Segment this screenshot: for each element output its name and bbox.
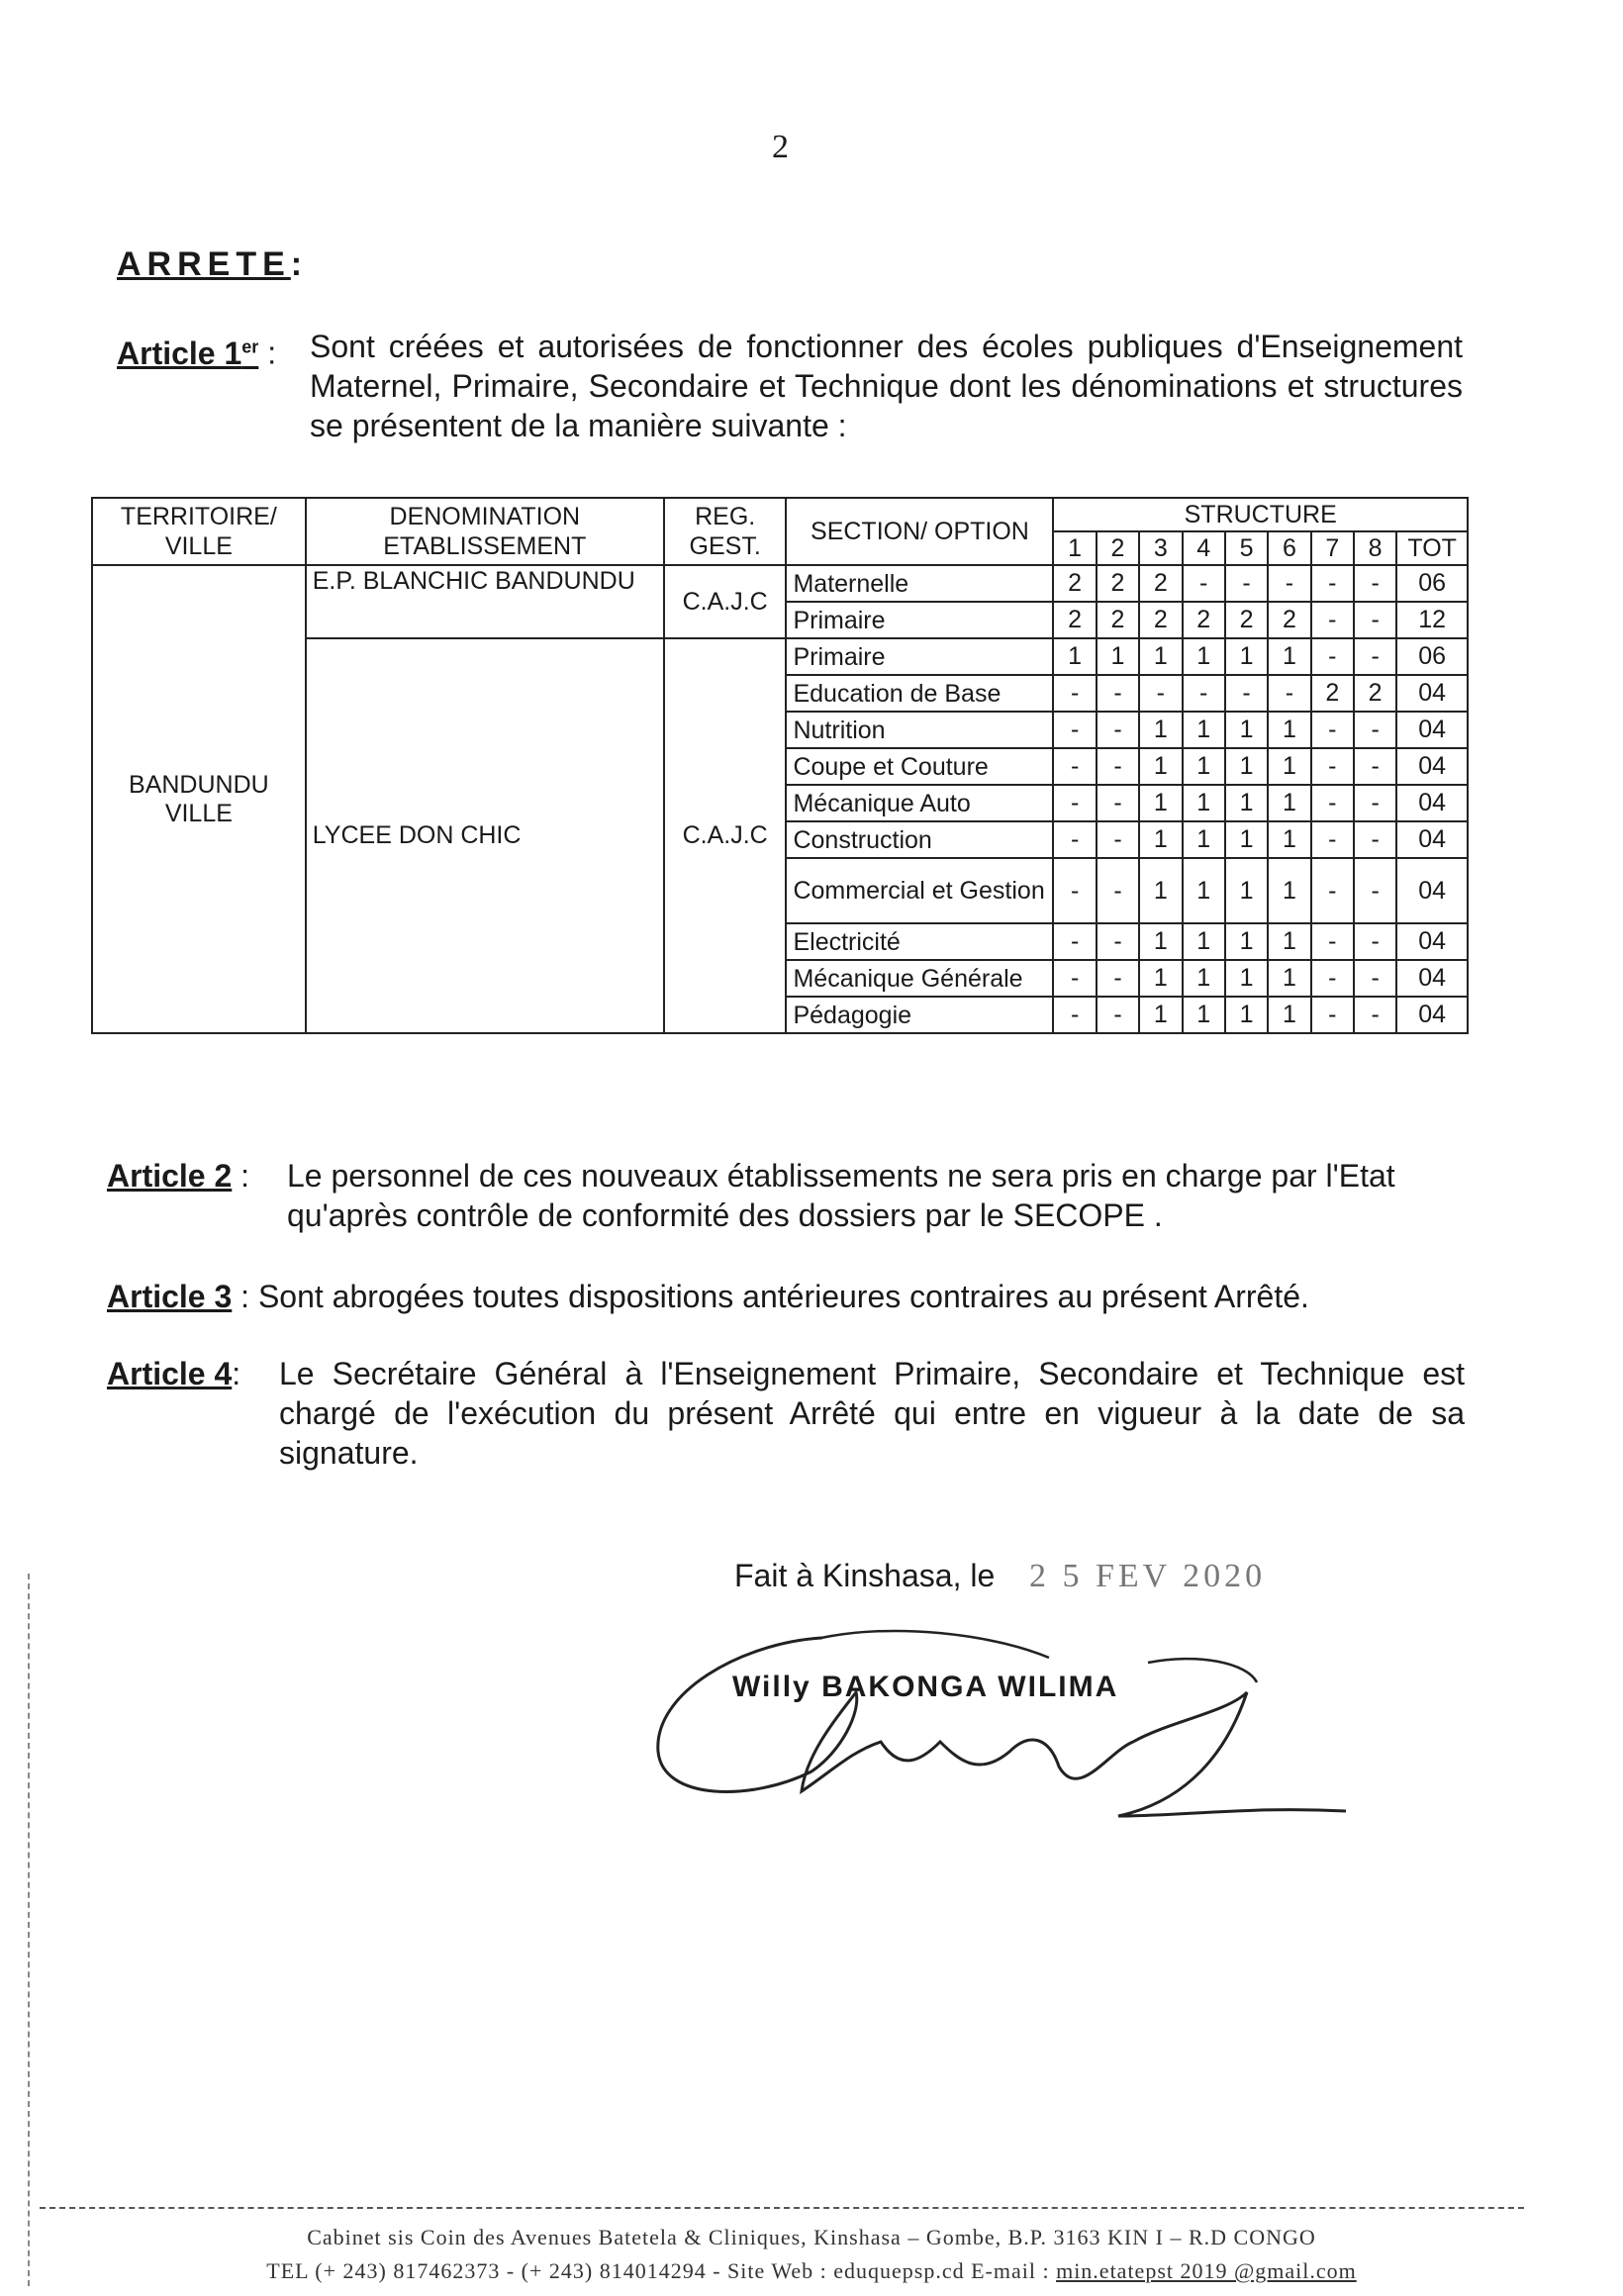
structure-value-cell: 1 [1268,821,1310,858]
total-cell: 04 [1396,712,1468,748]
article-2-sep: : [240,1158,250,1194]
section-cell: Pédagogie [786,997,1053,1033]
structure-value-cell: 1 [1183,923,1225,960]
structure-value-cell: - [1311,602,1354,638]
total-cell: 12 [1396,602,1468,638]
section-cell: Education de Base [786,675,1053,712]
structure-value-cell: - [1354,923,1396,960]
structure-value-cell: - [1311,821,1354,858]
structure-value-cell: - [1311,960,1354,997]
structure-value-cell: 1 [1225,638,1268,675]
structure-value-cell: 1 [1183,638,1225,675]
structure-value-cell: - [1354,858,1396,923]
structure-value-cell: - [1097,712,1139,748]
structure-value-cell: 1 [1225,712,1268,748]
structure-value-cell: - [1097,997,1139,1033]
structure-value-cell: 1 [1183,858,1225,923]
structure-value-cell: - [1053,923,1096,960]
total-cell: 04 [1396,997,1468,1033]
structure-value-cell: - [1053,675,1096,712]
structure-value-cell: - [1053,821,1096,858]
structure-value-cell: 2 [1225,602,1268,638]
header-reg-gest: REG. GEST. [664,498,787,565]
total-cell: 04 [1396,785,1468,821]
structure-value-cell: - [1354,712,1396,748]
structure-value-cell: - [1311,638,1354,675]
section-cell: Commercial et Gestion [786,858,1053,923]
section-cell: Maternelle [786,565,1053,602]
header-col: 4 [1183,531,1225,565]
structure-value-cell: - [1311,997,1354,1033]
article-3-text: Sont abrogées toutes dispositions antérieures contraires au présent Arrêté. [257,1279,1309,1314]
article-1-label-text: Article 1 [117,335,242,371]
header-col: 2 [1097,531,1139,565]
article-3-sep: : [240,1279,250,1314]
article-1-label [117,335,258,371]
total-cell: 04 [1396,960,1468,997]
footer-divider [40,2207,1524,2209]
structure-value-cell: 1 [1225,858,1268,923]
section-cell: Coupe et Couture [786,748,1053,785]
signer-name: Willy BAKONGA WILIMA [732,1671,1119,1703]
structure-value-cell: 1 [1183,960,1225,997]
structure-value-cell: - [1354,748,1396,785]
structure-value-cell: 1 [1268,712,1310,748]
structure-value-cell: - [1354,565,1396,602]
header-section: SECTION/ OPTION [786,498,1053,565]
header-territoire: TERRITOIRE/ VILLE [92,498,306,565]
article-1-text: Sont créées et autorisées de fonctionner des écoles publiques d'Enseignement Maternel, Primaire, Secondaire et Technique dont les dénominations et structures se présentent de la manière suivante : [310,329,1463,443]
structure-value-cell: 1 [1225,923,1268,960]
structure-value-cell: 1 [1139,712,1182,748]
structure-value-cell: - [1311,565,1354,602]
schools-table-wrapper [91,497,1469,1034]
article-1-label-group [117,327,276,373]
structure-value-cell: 1 [1139,638,1182,675]
heading-colon: : [290,245,309,283]
structure-value-cell: 2 [1139,602,1182,638]
structure-value-cell: - [1139,675,1182,712]
header-col: 7 [1311,531,1354,565]
section-cell: Electricité [786,923,1053,960]
structure-value-cell: 1 [1139,923,1182,960]
structure-value-cell: 1 [1139,858,1182,923]
article-1-sup: er [241,336,259,356]
structure-value-cell: 1 [1139,997,1182,1033]
section-cell: Primaire [786,638,1053,675]
structure-value-cell: 1 [1268,638,1310,675]
footer-contact [0,2258,1623,2284]
table-row [92,565,1468,602]
total-cell: 04 [1396,821,1468,858]
place-line: Fait à Kinshasa, le [734,1558,996,1593]
section-cell: Construction [786,821,1053,858]
heading-text: ARRETE [117,245,291,283]
structure-value-cell: 1 [1183,821,1225,858]
total-cell: 04 [1396,923,1468,960]
header-col: 6 [1268,531,1310,565]
structure-value-cell: - [1354,821,1396,858]
structure-value-cell: 1 [1225,821,1268,858]
structure-value-cell: - [1097,960,1139,997]
structure-value-cell: - [1311,858,1354,923]
structure-value-cell: - [1053,785,1096,821]
structure-value-cell: 2 [1053,602,1096,638]
footer-address: Cabinet sis Coin des Avenues Batetela & Cliniques, Kinshasa – Gombe, B.P. 3163 KIN I – R.D CONGO [307,2225,1316,2249]
structure-value-cell: - [1311,748,1354,785]
structure-value-cell: - [1053,858,1096,923]
structure-value-cell: - [1097,748,1139,785]
schools-table [91,497,1469,1034]
territoire-cell: BANDUNDU VILLE [92,565,306,1033]
structure-value-cell: - [1097,923,1139,960]
margin-punch-marks [28,1574,30,2286]
total-cell: 06 [1396,565,1468,602]
structure-value-cell: - [1354,997,1396,1033]
structure-value-cell: - [1097,675,1139,712]
structure-value-cell: 1 [1225,748,1268,785]
structure-value-cell: 2 [1311,675,1354,712]
total-cell: 04 [1396,675,1468,712]
structure-value-cell: 1 [1139,748,1182,785]
decree-heading [117,245,308,284]
total-cell: 06 [1396,638,1468,675]
structure-value-cell: 1 [1183,748,1225,785]
structure-value-cell: - [1225,675,1268,712]
structure-value-cell: - [1097,785,1139,821]
header-col: 1 [1053,531,1096,565]
structure-value-cell: 2 [1268,602,1310,638]
structure-value-cell: 1 [1225,785,1268,821]
reg-gest-cell: C.A.J.C [664,638,787,1033]
header-col: 3 [1139,531,1182,565]
structure-value-cell: - [1225,565,1268,602]
date-stamp: 2 5 FEV 2020 [1029,1558,1267,1594]
article-2 [107,1156,1463,1233]
structure-value-cell: 1 [1183,997,1225,1033]
section-cell: Mécanique Générale [786,960,1053,997]
section-cell: Mécanique Auto [786,785,1053,821]
structure-value-cell: - [1053,748,1096,785]
handwritten-signature [633,1603,1346,1841]
article-4-sep: : [232,1356,241,1391]
structure-value-cell: 1 [1139,821,1182,858]
page-number: 2 [772,129,789,165]
article-4 [107,1354,1465,1471]
reg-gest-cell: C.A.J.C [664,565,787,638]
school-name-cell: LYCEE DON CHIC [306,638,664,1033]
structure-value-cell: - [1053,997,1096,1033]
structure-value-cell: 1 [1268,960,1310,997]
article-2-label: Article 2 [107,1158,233,1194]
structure-value-cell: 1 [1268,923,1310,960]
section-cell: Primaire [786,602,1053,638]
structure-value-cell: - [1354,960,1396,997]
structure-value-cell: 1 [1268,858,1310,923]
structure-value-cell: 1 [1225,960,1268,997]
structure-value-cell: - [1183,565,1225,602]
structure-value-cell: - [1097,821,1139,858]
structure-value-cell: 2 [1053,565,1096,602]
structure-value-cell: - [1311,785,1354,821]
schools-table-body [92,565,1468,1033]
structure-value-cell: 2 [1354,675,1396,712]
structure-value-cell: 1 [1268,785,1310,821]
structure-value-cell: 1 [1268,997,1310,1033]
article-2-text: Le personnel de ces nouveaux établissements ne sera pris en charge par l'Etat qu'après contrôle de conformité des dossiers par le SECOPE . [287,1158,1395,1233]
structure-value-cell: 2 [1139,565,1182,602]
structure-value-cell: - [1183,675,1225,712]
header-structure: STRUCTURE [1053,498,1468,531]
footer-contact-text: TEL (+ 243) 817462373 - (+ 243) 814014294 - Site Web : eduquepsp.cd E-mail : [266,2258,1050,2283]
total-cell: 04 [1396,748,1468,785]
structure-value-cell: - [1354,602,1396,638]
structure-value-cell: 1 [1183,712,1225,748]
article-1-sep: : [267,335,277,371]
structure-value-cell: 1 [1139,785,1182,821]
article-3 [107,1277,1463,1316]
total-cell: 04 [1396,858,1468,923]
header-denomination: DENOMINATION ETABLISSEMENT [306,498,664,565]
structure-value-cell: 2 [1097,602,1139,638]
structure-value-cell: - [1268,675,1310,712]
article-4-text: Le Secrétaire Général à l'Enseignement Primaire, Secondaire et Technique est chargé de l'exécution du présent Arrêté qui entre en vigueur à la date de sa signature. [279,1356,1465,1471]
structure-value-cell: 1 [1139,960,1182,997]
structure-value-cell: 2 [1097,565,1139,602]
header-col: TOT [1396,531,1468,565]
footer-email: min.etatepst 2019 @gmail.com [1056,2258,1357,2283]
article-3-label: Article 3 [107,1279,233,1314]
structure-value-cell: 2 [1183,602,1225,638]
structure-value-cell: - [1354,638,1396,675]
structure-value-cell: 1 [1225,997,1268,1033]
structure-value-cell: - [1268,565,1310,602]
structure-value-cell: - [1053,712,1096,748]
structure-value-cell: - [1053,960,1096,997]
structure-value-cell: 1 [1268,748,1310,785]
structure-value-cell: 1 [1053,638,1096,675]
header-col: 5 [1225,531,1268,565]
structure-value-cell: 1 [1097,638,1139,675]
structure-value-cell: - [1311,923,1354,960]
section-cell: Nutrition [786,712,1053,748]
article-4-label: Article 4 [107,1356,233,1391]
structure-value-cell: - [1354,785,1396,821]
structure-value-cell: 1 [1183,785,1225,821]
structure-value-cell: - [1097,858,1139,923]
school-name-cell: E.P. BLANCHIC BANDUNDU [306,565,664,638]
structure-value-cell: - [1311,712,1354,748]
header-col: 8 [1354,531,1396,565]
